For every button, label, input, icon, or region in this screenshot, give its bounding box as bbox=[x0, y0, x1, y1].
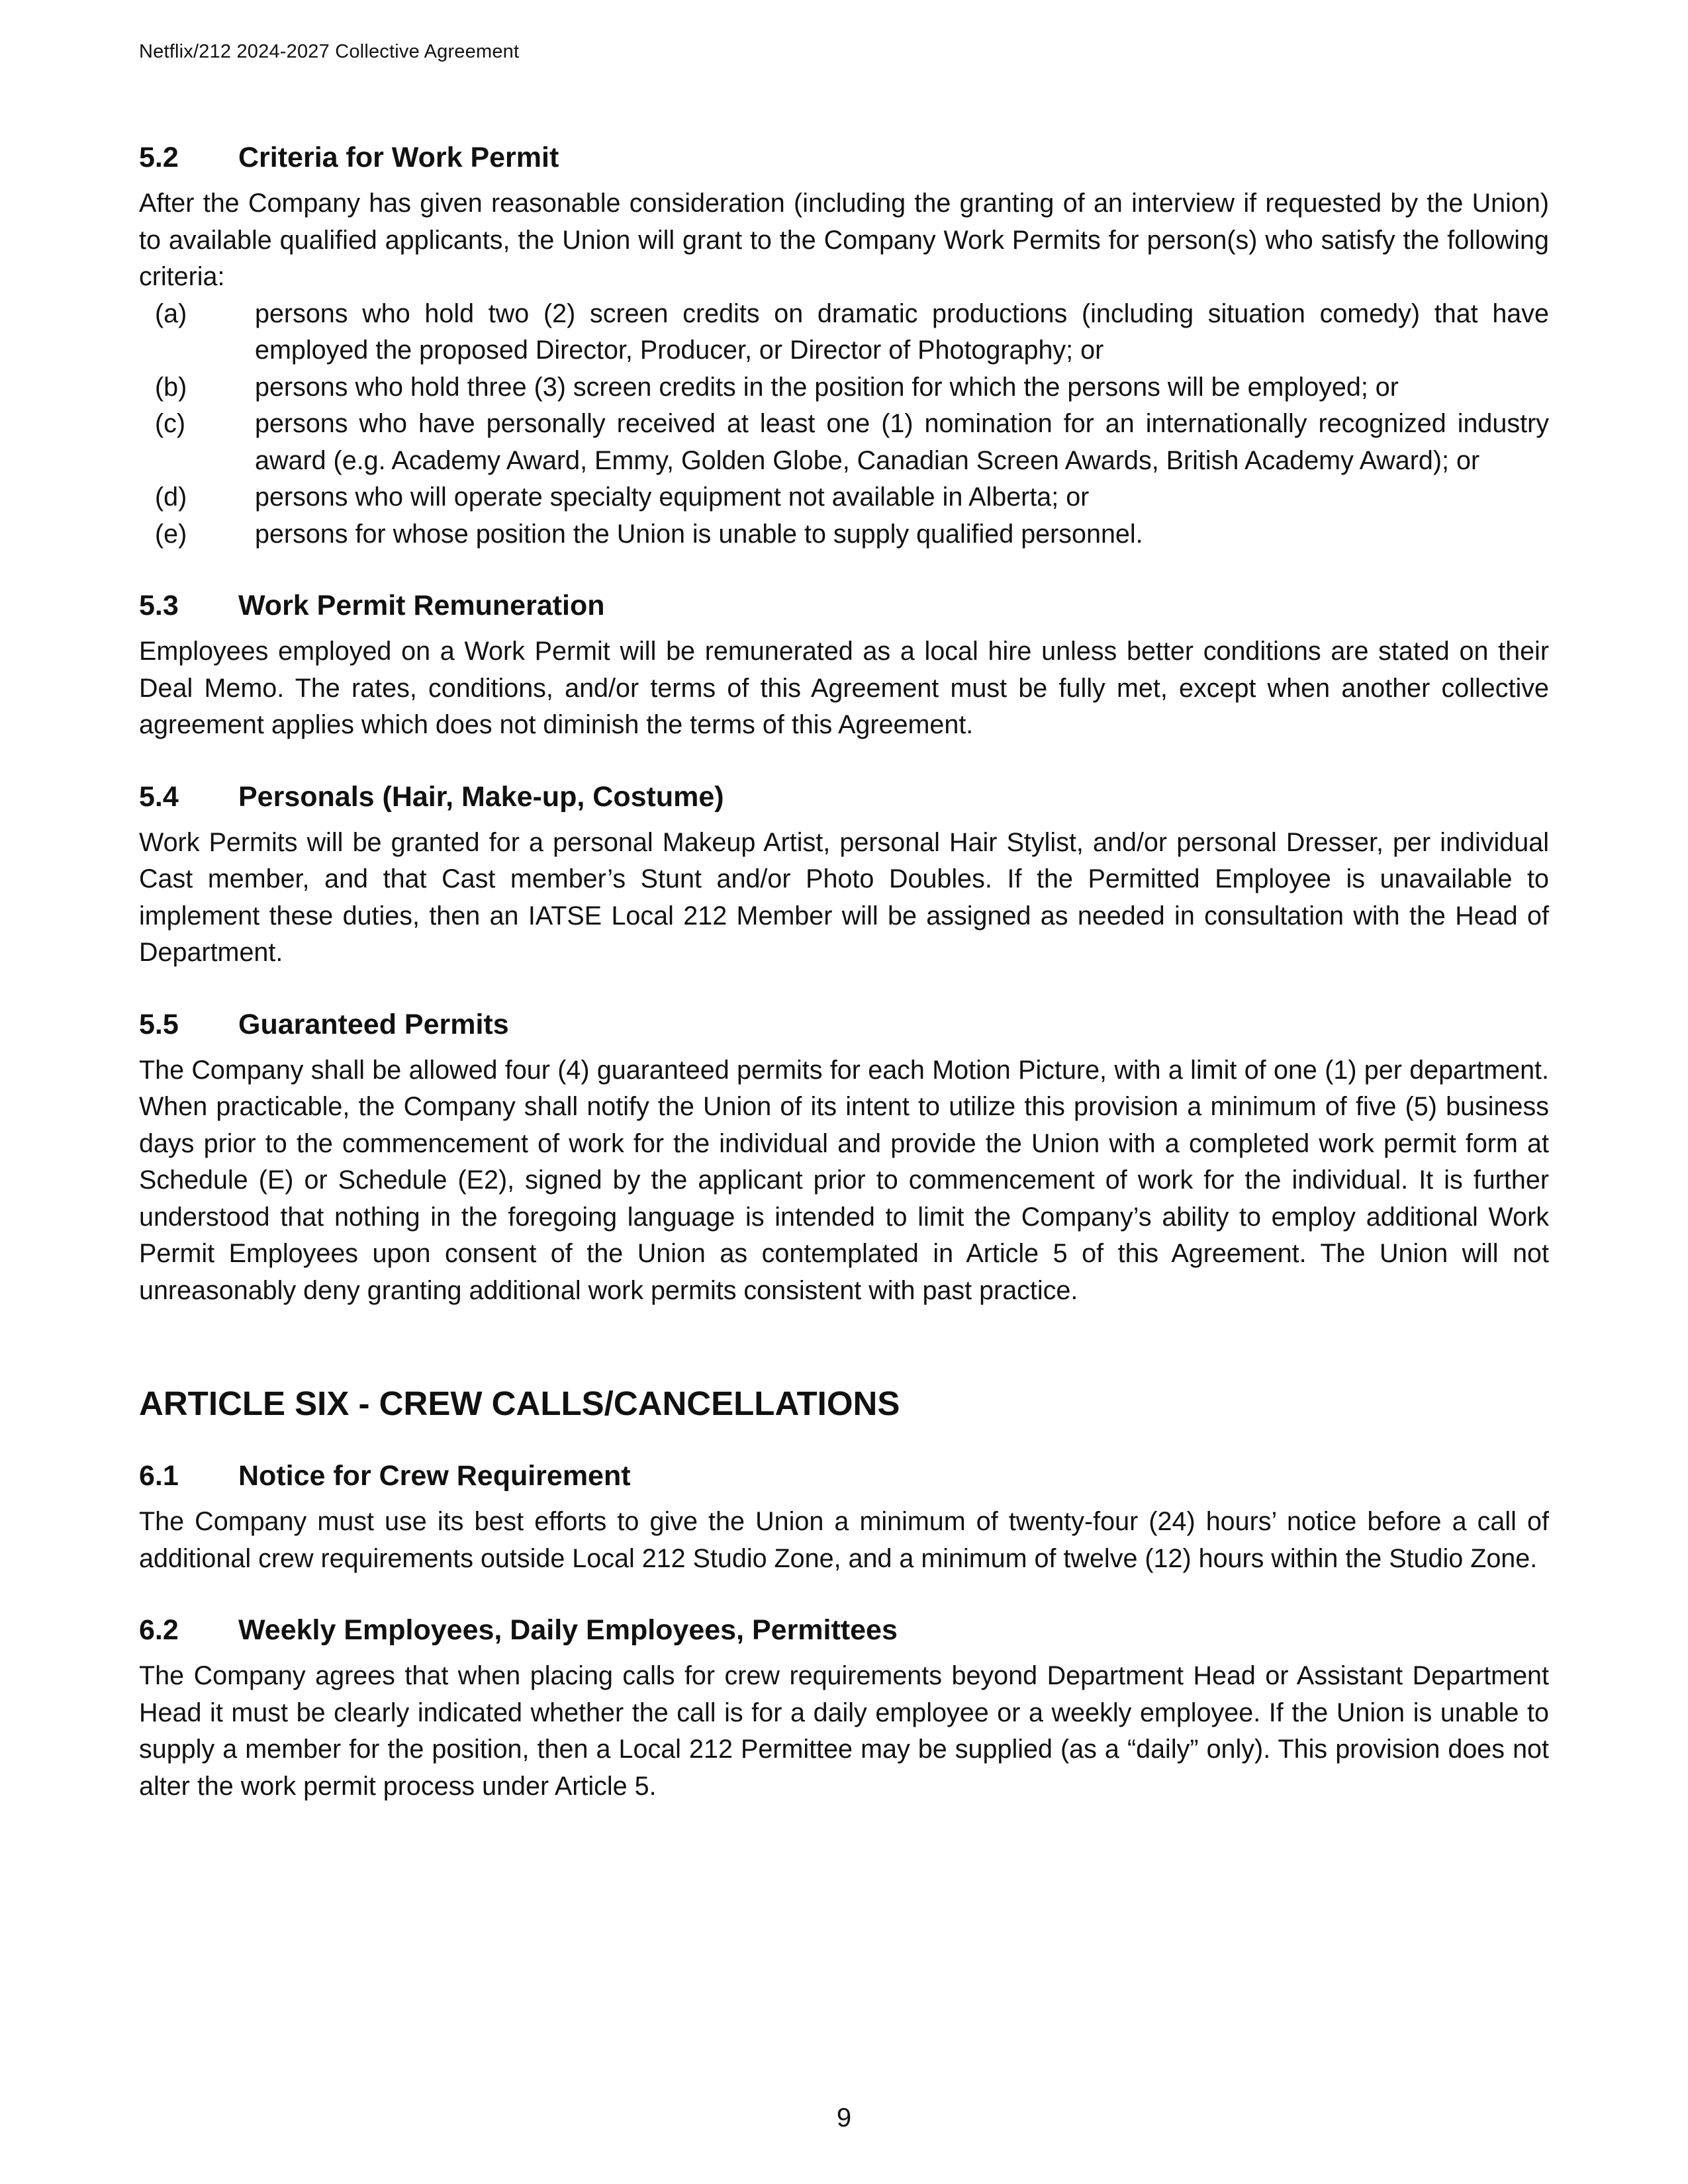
section-title: Weekly Employees, Daily Employees, Permittees bbox=[238, 1614, 898, 1646]
list-marker: (b) bbox=[155, 372, 187, 402]
page-number: 9 bbox=[836, 2103, 852, 2132]
section-title: Work Permit Remuneration bbox=[238, 590, 605, 621]
list-marker: (e) bbox=[155, 519, 187, 549]
section-heading bbox=[139, 587, 1549, 624]
section-title: Criteria for Work Permit bbox=[238, 142, 559, 173]
section-6-1 bbox=[139, 1457, 1549, 1577]
list-marker: (a) bbox=[155, 298, 187, 328]
section-paragraph: The Company shall be allowed four (4) guaranteed permits for each Motion Picture, with a limit of one (1) per department. When practicable, the Company shall notify the Union of its intent to utilize this provision a minimum of five (5) business days prior to the commencement of work for the individual and provide the Union with a completed work permit form at Schedule (E) or Schedule (E2), signed by the applicant prior to commencement of work for the individual. It is further understood that nothing in the foregoing language is intended to limit the Company’s ability to employ additional Work Permit Employees upon consent of the Union as contemplated in Article 5 of this Agreement. The Union will not unreasonably deny granting additional work permits consistent with past practice. bbox=[139, 1055, 1549, 1305]
criteria-list bbox=[139, 296, 1549, 553]
section-5-2 bbox=[139, 139, 1549, 553]
section-number: 5.5 bbox=[139, 1008, 179, 1040]
section-paragraph: The Company agrees that when placing calls for crew requirements beyond Department Head or Assistant Department Head it must be clearly indicated whether the call is for a daily employee or a weekly employee. If the Union is unable to supply a member for the position, then a Local 212 Permittee may be supplied (as a “daily” only). This provision does not alter the work permit process under Article 5. bbox=[139, 1661, 1549, 1801]
list-marker: (d) bbox=[155, 482, 187, 512]
list-item bbox=[139, 479, 1549, 516]
section-title: Guaranteed Permits bbox=[238, 1008, 509, 1040]
document-body bbox=[139, 139, 1549, 1839]
section-heading bbox=[139, 778, 1549, 815]
section-5-4 bbox=[139, 778, 1549, 972]
section-title: Personals (Hair, Make-up, Costume) bbox=[238, 780, 724, 813]
section-number: 5.3 bbox=[139, 590, 179, 621]
section-heading bbox=[139, 1612, 1549, 1649]
list-item-text: persons who hold two (2) screen credits on dramatic productions (including situation comedy) that have employed the proposed Director, Producer, or Director of Photography; or bbox=[255, 298, 1549, 365]
section-paragraph: Work Permits will be granted for a personal Makeup Artist, personal Hair Stylist, and/or personal Dresser, per individual Cast member, and that Cast member’s Stunt and/or Photo Doubles. If the Permitted Employee is unavailable to implement these duties, then an IATSE Local 212 Member will be assigned as needed in consultation with the Head of Department. bbox=[139, 827, 1549, 967]
section-number: 5.4 bbox=[139, 780, 179, 813]
list-item bbox=[139, 406, 1549, 479]
list-item-text: persons who have personally received at least one (1) nomination for an internationally recognized industry award (e.g. Academy Award, Emmy, Golden Globe, Canadian Screen Awards, British Academy Award); or bbox=[255, 409, 1549, 475]
section-heading bbox=[139, 1457, 1549, 1494]
list-marker: (c) bbox=[155, 409, 186, 438]
list-item bbox=[139, 296, 1549, 369]
section-number: 5.2 bbox=[139, 142, 179, 173]
section-number: 6.1 bbox=[139, 1460, 179, 1492]
section-heading bbox=[139, 139, 1549, 176]
list-item-text: persons who will operate specialty equipment not available in Alberta; or bbox=[255, 482, 1090, 512]
list-item bbox=[139, 369, 1549, 406]
list-item-text: persons who hold three (3) screen credits in the position for which the persons will be employed; or bbox=[255, 372, 1399, 402]
section-heading bbox=[139, 1006, 1549, 1043]
list-item bbox=[139, 516, 1549, 553]
section-5-5 bbox=[139, 1006, 1549, 1310]
article-heading: ARTICLE SIX - CREW CALLS/CANCELLATIONS bbox=[139, 1385, 900, 1422]
section-5-3 bbox=[139, 587, 1549, 744]
running-header: Netflix/212 2024-2027 Collective Agreement bbox=[139, 41, 520, 62]
section-title: Notice for Crew Requirement bbox=[238, 1460, 631, 1492]
list-item-text: persons for whose position the Union is unable to supply qualified personnel. bbox=[255, 519, 1143, 549]
section-number: 6.2 bbox=[139, 1614, 179, 1646]
section-paragraph: After the Company has given reasonable consideration (including the granting of an interview if requested by the Union) to available qualified applicants, the Union will grant to the Company Work Permits for person(s) who satisfy the following criteria: bbox=[139, 189, 1549, 291]
section-6-2 bbox=[139, 1612, 1549, 1805]
section-paragraph: The Company must use its best efforts to give the Union a minimum of twenty-four (24) hours’ notice before a call of additional crew requirements outside Local 212 Studio Zone, and a minimum of twelve (12) hours within the Studio Zone. bbox=[139, 1507, 1549, 1573]
section-paragraph: Employees employed on a Work Permit will be remunerated as a local hire unless better conditions are stated on their Deal Memo. The rates, conditions, and/or terms of this Agreement must be fully met, except when another collective agreement applies which does not diminish the terms of this Agreement. bbox=[139, 637, 1549, 739]
